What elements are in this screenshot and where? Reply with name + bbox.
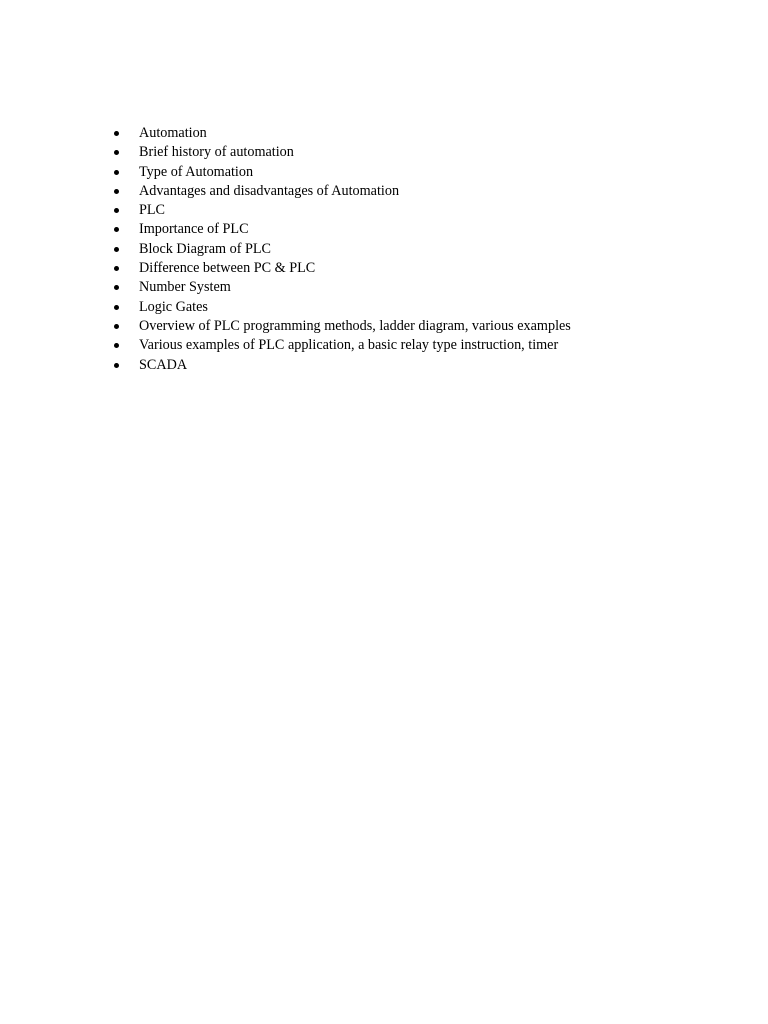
bullet-icon xyxy=(114,363,119,368)
bullet-icon xyxy=(114,150,119,155)
bullet-icon xyxy=(114,131,119,136)
list-item-text: PLC xyxy=(139,202,166,219)
list-item-text: Type of Automation xyxy=(139,163,254,180)
list-item-text: Various examples of PLC application, a basic relay type instruction, timer xyxy=(139,337,559,354)
bullet-icon xyxy=(114,305,119,310)
list-item-text: SCADA xyxy=(139,356,188,373)
bullet-icon xyxy=(114,285,119,290)
bullet-icon xyxy=(114,170,119,175)
list-item-text: Block Diagram of PLC xyxy=(139,240,272,257)
bullet-icon xyxy=(114,227,119,232)
list-item-text: Automation xyxy=(139,125,207,141)
list-item-text: Difference between PC & PLC xyxy=(139,260,316,277)
list-item-text: Importance of PLC xyxy=(139,221,249,238)
list-item-text: Advantages and disadvantages of Automation xyxy=(139,182,400,199)
list-item-text: Brief history of automation xyxy=(139,144,294,161)
bullet-icon xyxy=(114,324,119,329)
list-item-text: Number System xyxy=(139,279,231,296)
bullet-icon xyxy=(114,208,119,213)
bullet-icon xyxy=(114,247,119,252)
list-item-text: Logic Gates xyxy=(139,298,208,315)
bullet-icon xyxy=(114,189,119,194)
bullet-icon xyxy=(114,266,119,271)
list-item-text: Overview of PLC programming methods, ladder diagram, various examples xyxy=(139,317,571,334)
bullet-icon xyxy=(114,343,119,348)
